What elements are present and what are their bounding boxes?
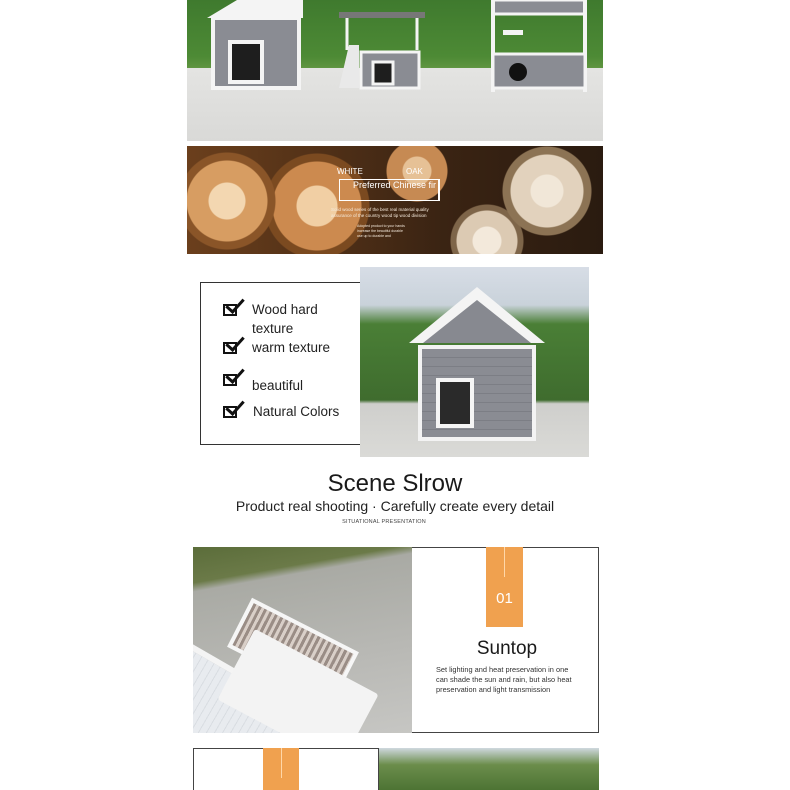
suntop-title: Suntop bbox=[476, 638, 538, 659]
wood-desc-1: Solid wood series of the best real material quality bbox=[331, 207, 429, 212]
scene-subtitle: Product real shooting · Carefully create every detail bbox=[235, 498, 555, 514]
skylight-roof-photo bbox=[193, 547, 412, 733]
checkbox-icon bbox=[222, 402, 244, 420]
scene-title: Scene Slrow bbox=[327, 470, 463, 497]
feature-item bbox=[222, 338, 342, 357]
checkbox-icon bbox=[222, 370, 244, 388]
checkbox-icon bbox=[222, 338, 244, 356]
feature-item bbox=[222, 300, 342, 338]
oak-label: OAK bbox=[406, 167, 423, 176]
feature-item bbox=[222, 402, 339, 421]
feature-number: 01 bbox=[496, 590, 513, 607]
feature-text: warm texture bbox=[252, 340, 331, 355]
feature-item bbox=[222, 370, 303, 395]
house-gable bbox=[423, 300, 531, 343]
suntop-description: Set lighting and heat preservation in one can shade the sun and rain, but also heat preservation and light transmission bbox=[436, 665, 572, 694]
house-door bbox=[436, 378, 474, 428]
house-lineup-illustration bbox=[187, 0, 603, 141]
checkbox-icon bbox=[222, 300, 244, 318]
feature-text: Wood hard texture bbox=[252, 302, 318, 336]
trees-photo bbox=[379, 748, 599, 790]
wood-desc-2: assurance of the country wood tip wood division bbox=[331, 213, 427, 218]
tab-divider bbox=[504, 547, 505, 577]
scene-caption: SITUATIONAL PRESENTATION bbox=[342, 519, 426, 525]
doghouse-product-photo bbox=[187, 0, 603, 141]
feature-text: Natural Colors bbox=[253, 404, 340, 419]
next-tab-divider bbox=[281, 748, 282, 778]
wood-desc-5: use up to durable and bbox=[357, 234, 391, 238]
wood-desc-4: increase the beautiful durable bbox=[357, 229, 403, 233]
feature-text: beautiful bbox=[252, 378, 304, 393]
white-label: WHITE bbox=[337, 167, 363, 176]
doghouse-detail-photo bbox=[360, 267, 589, 457]
preferred-text: Preferred Chinese fir bbox=[353, 180, 437, 190]
wood-desc-3: Adopted product to your hands bbox=[357, 224, 405, 228]
wood-material-banner bbox=[187, 146, 603, 254]
